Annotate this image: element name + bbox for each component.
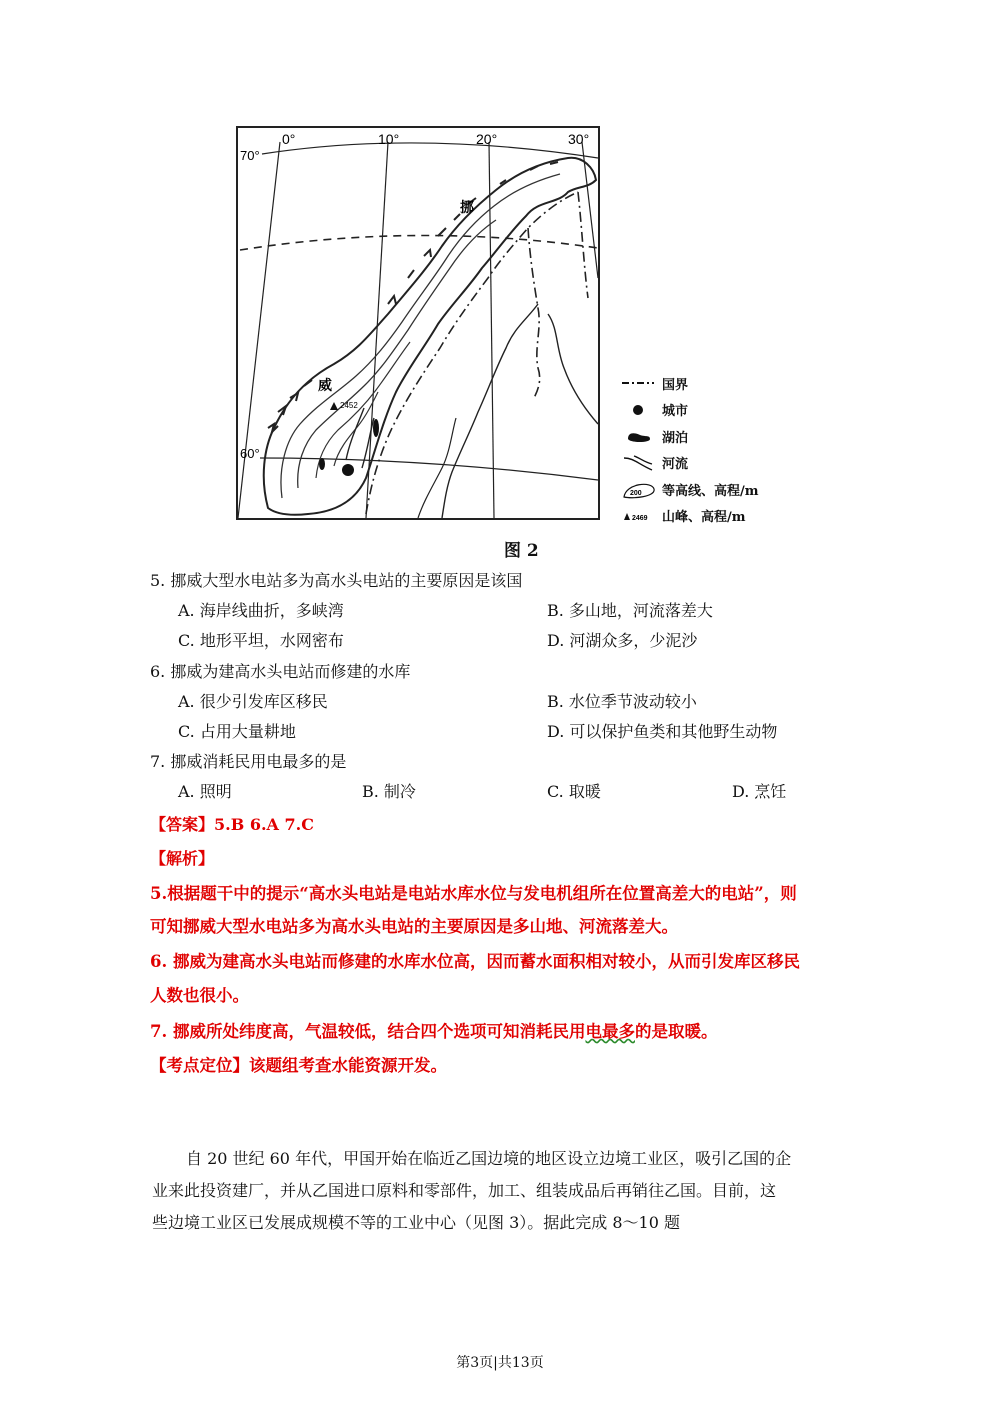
norway-map bbox=[236, 126, 600, 520]
legend-row-lake bbox=[622, 423, 822, 450]
knowledge-line bbox=[150, 1052, 447, 1076]
analysis-heading bbox=[150, 846, 214, 869]
legend-label: 等高线、高程/m bbox=[662, 483, 759, 499]
analysis-5-line-1: 5.根据题干中的提示“高水头电站是电站水库水位与发电机组所在位置高差大的电站”，则 bbox=[150, 884, 797, 903]
sweden-outline bbox=[418, 418, 456, 518]
legend-label: 城市 bbox=[662, 404, 689, 420]
answer-text: 5.B 6.A 7.C bbox=[214, 815, 314, 834]
peak-triangle-icon bbox=[622, 510, 662, 522]
city-dot-icon bbox=[622, 404, 662, 416]
city-oslo bbox=[342, 464, 354, 476]
page-footer: 第3页|共13页 bbox=[456, 1355, 544, 1371]
question-6-stem: 6. 挪威为建高水头电站而修建的水库 bbox=[150, 662, 411, 681]
peak-sample-label: 2469 bbox=[632, 514, 648, 522]
analysis-6-line-2: 人数也很小。 bbox=[150, 986, 249, 1005]
question-5-stem: 5. 挪威大型水电站多为高水头电站的主要原因是该国 bbox=[150, 571, 523, 590]
question-5-option-c: C. 地形平坦，水网密布 bbox=[178, 631, 344, 650]
lake bbox=[319, 458, 325, 470]
analysis-6-line-1: 6. 挪威为建高水头电站而修建的水库水位高，因而蓄水面积相对较小，从而引发库区移民 bbox=[150, 952, 800, 971]
question-5-option-d: D. 河湖众多，少泥沙 bbox=[547, 631, 698, 650]
legend-row-river bbox=[622, 450, 822, 477]
analysis-7-line bbox=[150, 1018, 717, 1042]
meridian-20 bbox=[489, 142, 494, 518]
legend-label: 河流 bbox=[662, 457, 689, 473]
analysis-7-post: 的是取暖。 bbox=[634, 1022, 718, 1041]
contour-line bbox=[281, 174, 560, 498]
analysis-tag: 【解析】 bbox=[150, 849, 215, 868]
parallel-70 bbox=[262, 143, 598, 158]
passage-line-3: 些边境工业区已发展成规模不等的工业中心（见图 3）。据此完成 8～10 题 bbox=[152, 1213, 680, 1232]
question-7-option-a: A. 照明 bbox=[178, 782, 232, 801]
passage-line-1: 自 20 世纪 60 年代，甲国开始在临近乙国边境的地区设立边境工业区，吸引乙国的企 bbox=[186, 1149, 792, 1168]
lon-label-30: 30° bbox=[568, 131, 590, 147]
question-7-option-b: B. 制冷 bbox=[362, 782, 416, 801]
coastal-islands bbox=[268, 162, 558, 432]
question-6-option-d: D. 可以保护鱼类和其他野生动物 bbox=[547, 722, 778, 741]
bothnia-coast-east bbox=[548, 314, 598, 424]
legend-row-border bbox=[622, 370, 822, 397]
legend-label: 湖泊 bbox=[662, 430, 689, 446]
contour-line bbox=[298, 220, 496, 488]
parallel-60 bbox=[260, 458, 598, 480]
map-svg bbox=[238, 128, 598, 518]
question-6-option-c: C. 占用大量耕地 bbox=[178, 722, 296, 741]
contour-icon bbox=[622, 479, 662, 499]
question-5-option-a: A. 海岸线曲折，多峡湾 bbox=[178, 601, 344, 620]
border-sweden-finland bbox=[528, 228, 540, 398]
answer-line bbox=[150, 812, 314, 835]
figure-caption: 图 2 bbox=[504, 541, 539, 561]
lon-label-20: 20° bbox=[476, 131, 498, 147]
river-icon bbox=[622, 454, 662, 472]
legend-label: 山峰、高程/m bbox=[662, 510, 746, 526]
legend-row-peak bbox=[622, 503, 822, 530]
lon-label-10: 10° bbox=[378, 131, 400, 147]
lon-label-0: 0° bbox=[282, 131, 296, 147]
map-legend bbox=[622, 370, 822, 529]
legend-label: 国界 bbox=[662, 377, 689, 393]
legend-row-contour bbox=[622, 476, 822, 503]
answer-tag: 【答案】 bbox=[150, 815, 215, 834]
question-5-option-b: B. 多山地，河流落差大 bbox=[547, 601, 713, 620]
coastline bbox=[264, 158, 596, 515]
lat-label-60: 60° bbox=[240, 446, 260, 461]
analysis-7-wavy: 电最多 bbox=[585, 1022, 635, 1041]
region-label-nuo: 挪 bbox=[460, 200, 474, 216]
bothnia-coast-west bbox=[442, 304, 538, 518]
lake-icon bbox=[622, 429, 662, 443]
question-6-option-a: A. 很少引发库区移民 bbox=[178, 692, 328, 711]
knowledge-tag: 【考点定位】 bbox=[150, 1056, 249, 1075]
question-7-stem: 7. 挪威消耗民用电最多的是 bbox=[150, 752, 347, 771]
legend-row-city bbox=[622, 397, 822, 424]
peak-elevation-label: 2452 bbox=[340, 401, 358, 410]
meridian-0 bbox=[238, 142, 280, 518]
contour-sample-label: 200 bbox=[630, 490, 642, 498]
passage-line-2: 业来此投资建厂，并从乙国进口原料和零部件，加工、组装成品后再销往乙国。目前，这 bbox=[152, 1181, 777, 1200]
question-6-option-b: B. 水位季节波动较小 bbox=[547, 692, 697, 711]
arctic-circle bbox=[240, 235, 598, 250]
lake bbox=[373, 419, 379, 437]
analysis-7-pre: 7. 挪威所处纬度高，气温较低，结合四个选项可知消耗民用 bbox=[150, 1022, 586, 1041]
knowledge-text: 该题组考查水能资源开发。 bbox=[249, 1056, 447, 1075]
question-7-option-c: C. 取暖 bbox=[547, 782, 601, 801]
question-7-option-d: D. 烹饪 bbox=[732, 782, 787, 801]
region-label-wei: 威 bbox=[318, 378, 332, 394]
lat-label-70: 70° bbox=[240, 148, 260, 163]
border-dashdot-icon bbox=[622, 378, 662, 388]
analysis-5-line-2: 可知挪威大型水电站多为高水头电站的主要原因是多山地、河流落差大。 bbox=[150, 917, 678, 936]
peak-triangle-icon bbox=[330, 402, 338, 410]
